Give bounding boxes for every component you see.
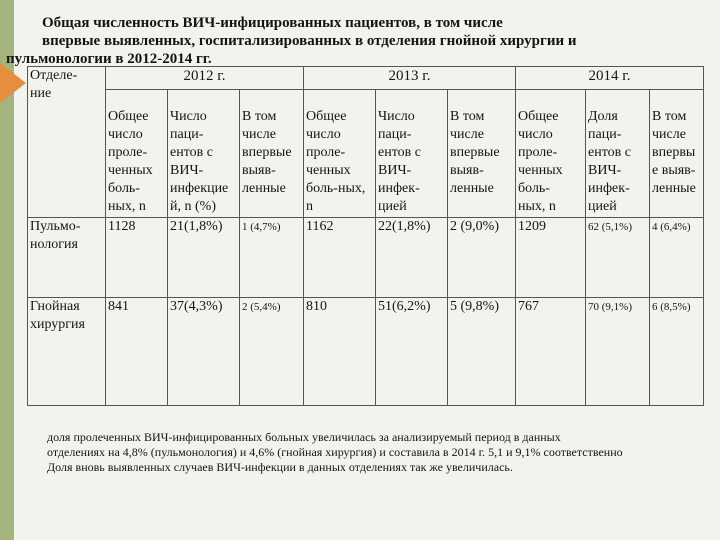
header-line: ВИЧ- (170, 163, 204, 178)
row-name-pulmonology (28, 218, 106, 298)
cell-2012-hiv: 37(4,3%) (168, 298, 240, 406)
row-name-line-2: хирургия (30, 317, 85, 332)
header-line: выяв- (242, 163, 276, 178)
header-2014-new (650, 90, 704, 218)
header-line: ленные (242, 181, 286, 196)
year-header-2013: 2013 г. (304, 67, 516, 90)
cell-2014-new: 6 (8,5%) (650, 298, 704, 406)
header-line: ченных (108, 163, 153, 178)
header-line: ных, n (108, 199, 146, 214)
header-line: инфекцие (170, 181, 229, 196)
footnote-line-2: отделениях на 4,8% (пульмонология) и 4,6% (гнойная хирургия) и составила в 2014 г. 5,1 и 9,1% соответственно (47, 445, 623, 459)
header-line: цией (378, 199, 407, 214)
cell-2014-total: 767 (516, 298, 586, 406)
header-line: цией (588, 199, 617, 214)
footnote (47, 430, 720, 475)
header-line: Число (378, 109, 415, 124)
header-line: числе (450, 127, 484, 142)
header-line: ных, n (518, 199, 556, 214)
cell-2013-new: 2 (9,0%) (448, 218, 516, 298)
header-line: паци- (170, 127, 204, 142)
header-2012-new (240, 90, 304, 218)
cell-2013-total: 1162 (304, 218, 376, 298)
table-row-pulmonology (28, 218, 704, 298)
cell-2013-new: 5 (9,8%) (448, 298, 516, 406)
header-line: ентов с (378, 145, 421, 160)
hiv-patients-table (27, 66, 704, 406)
header-line: паци- (378, 127, 412, 142)
header-line: е выяв- (652, 163, 696, 178)
cell-2014-total: 1209 (516, 218, 586, 298)
header-line: числе (242, 127, 276, 142)
title-line-1: Общая численность ВИЧ-инфицированных пациентов, в том числе (42, 15, 503, 31)
title-line-2: впервые выявленных, госпитализированных в отделения гнойной хирургии и (42, 33, 577, 49)
header-line: паци- (588, 127, 622, 142)
cell-2012-total: 841 (106, 298, 168, 406)
header-line: ленные (450, 181, 494, 196)
cell-2014-hiv: 62 (5,1%) (586, 218, 650, 298)
header-line: В том (652, 109, 687, 124)
department-header (28, 67, 106, 218)
header-line: ентов с (170, 145, 213, 160)
row-name-line-1: Пульмо- (30, 219, 81, 234)
header-2013-hiv (376, 90, 448, 218)
header-line: впервы (652, 145, 696, 160)
cell-2012-new: 1 (4,7%) (240, 218, 304, 298)
header-line: Общее (108, 109, 149, 124)
header-line: впервые (450, 145, 500, 160)
row-name-purulent-surgery (28, 298, 106, 406)
header-line: ВИЧ- (588, 163, 622, 178)
header-line: инфек- (378, 181, 420, 196)
header-2014-hiv (586, 90, 650, 218)
header-2014-total (516, 90, 586, 218)
header-line: впервые (242, 145, 292, 160)
department-header-line-1: Отделе- (30, 68, 78, 83)
year-header-2014: 2014 г. (516, 67, 704, 90)
year-header-2012: 2012 г. (106, 67, 304, 90)
header-2012-total (106, 90, 168, 218)
header-line: й, n (%) (170, 199, 216, 214)
cell-2012-total: 1128 (106, 218, 168, 298)
header-line: боль-ных, (306, 181, 366, 196)
header-line: ленные (652, 181, 696, 196)
header-line: ВИЧ- (378, 163, 412, 178)
header-line: проле- (108, 145, 148, 160)
cell-2013-hiv: 51(6,2%) (376, 298, 448, 406)
header-line: числе (652, 127, 686, 142)
header-line: проле- (518, 145, 558, 160)
header-line: Число (170, 109, 207, 124)
header-line: n (306, 199, 313, 214)
header-2013-new (448, 90, 516, 218)
cell-2014-new: 4 (6,4%) (650, 218, 704, 298)
header-line: число (518, 127, 553, 142)
slide-title (6, 14, 682, 68)
header-line: ченных (518, 163, 563, 178)
footnote-line-3: Доля вновь выявленных случаев ВИЧ-инфекции в данных отделениях так же увеличилась. (47, 460, 513, 474)
header-line: ченных (306, 163, 351, 178)
title-line-3: пульмонологии в 2012-2014 гг. (6, 51, 212, 67)
cell-2013-hiv: 22(1,8%) (376, 218, 448, 298)
cell-2014-hiv: 70 (9,1%) (586, 298, 650, 406)
cell-2013-total: 810 (304, 298, 376, 406)
header-line: В том (450, 109, 485, 124)
header-line: проле- (306, 145, 346, 160)
table-row-purulent-surgery (28, 298, 704, 406)
header-line: ентов с (588, 145, 631, 160)
header-line: число (306, 127, 341, 142)
header-2012-hiv (168, 90, 240, 218)
header-line: выяв- (450, 163, 484, 178)
header-line: боль- (108, 181, 140, 196)
header-line: боль- (518, 181, 550, 196)
cell-2012-new: 2 (5,4%) (240, 298, 304, 406)
header-line: В том (242, 109, 277, 124)
department-header-line-2: ние (30, 86, 52, 101)
cell-2012-hiv: 21(1,8%) (168, 218, 240, 298)
row-name-line-2: нология (30, 237, 78, 252)
header-2013-total (304, 90, 376, 218)
header-line: инфек- (588, 181, 630, 196)
header-line: Доля (588, 109, 618, 124)
row-name-line-1: Гнойная (30, 299, 80, 314)
header-line: Общее (518, 109, 559, 124)
header-line: Общее (306, 109, 347, 124)
footnote-line-1: доля пролеченных ВИЧ-инфицированных больных увеличилась за анализируемый период в данных (47, 430, 561, 444)
header-line: число (108, 127, 143, 142)
